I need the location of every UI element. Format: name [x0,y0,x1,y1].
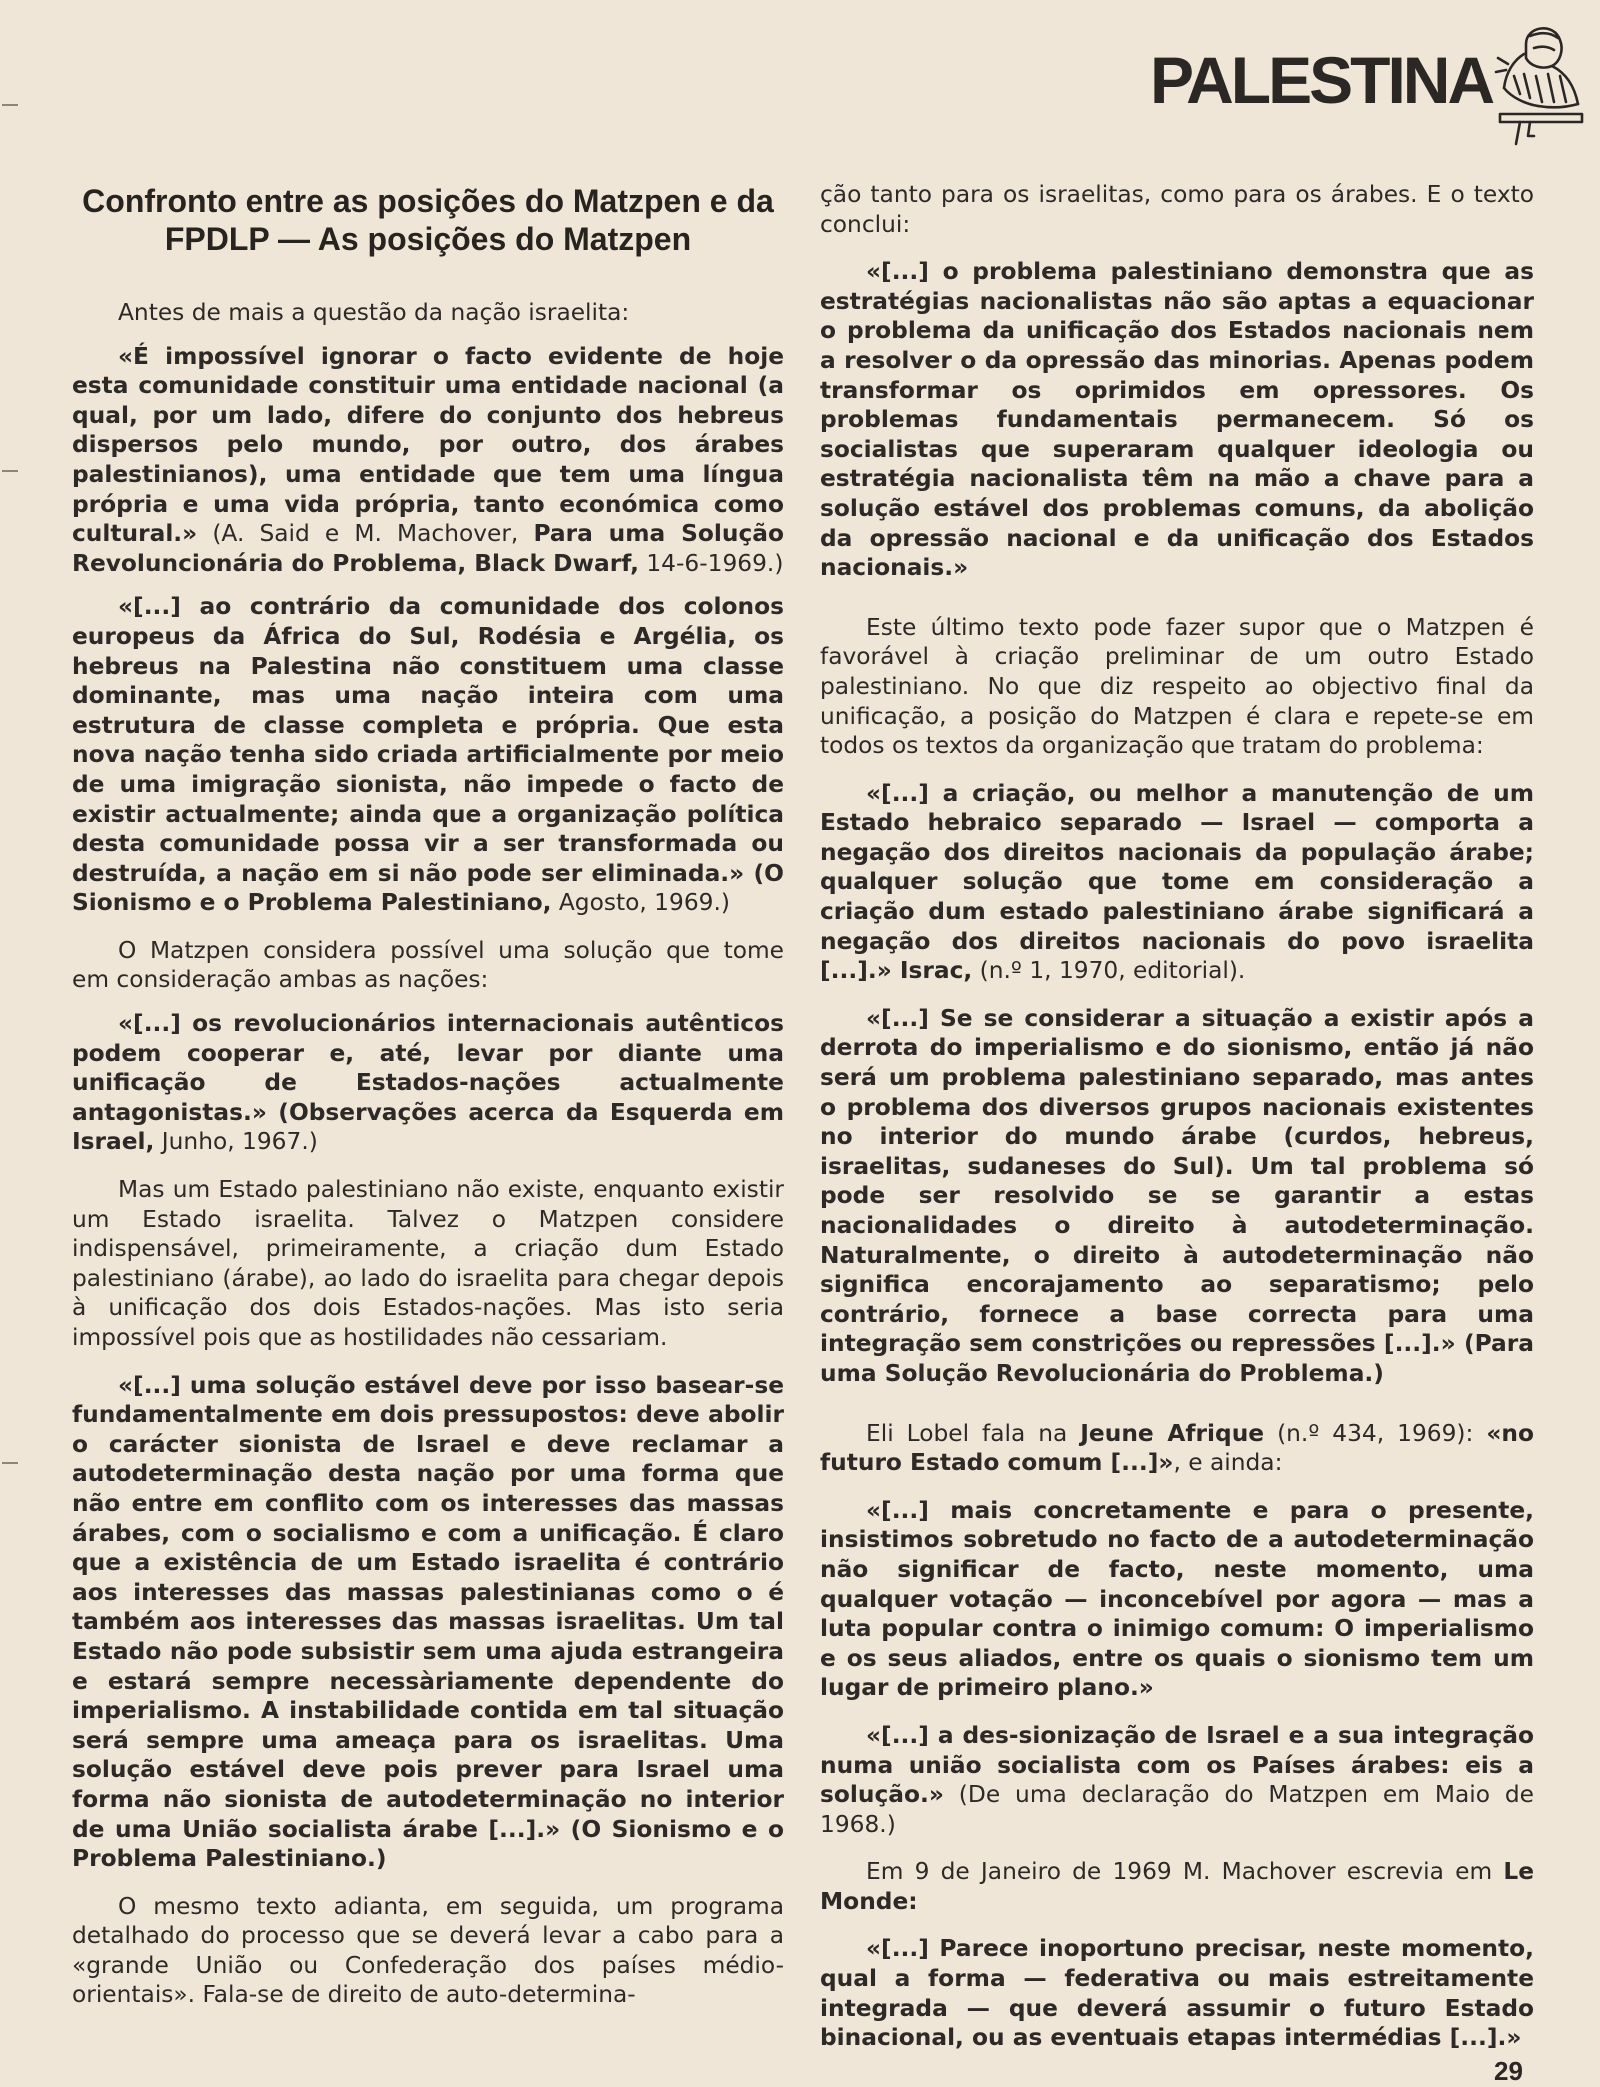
publication-name: Le Monde: [820,1858,1534,1915]
citation-title: (O Sionismo e o Problema Palestiniano.) [72,1815,784,1873]
citation: 14-6-1969.) [638,549,784,577]
paragraph [820,1419,1534,1478]
paragraph-text: Eli Lobel fala na [866,1419,1081,1447]
quote-text: «É impossível ignorar o facto evidente de hoje esta comunidade constituir uma entidade nacional (a qual, por um lado, difere do conjunto dos hebreus dispersos pelo mundo, por outro, dos árabes palestinianos), uma entidade que tem uma língua própria e uma vida própria, tanto económica como cultural.» [72,342,784,548]
inline-quote: «no futuro Estado comum [...]» [820,1419,1534,1477]
quote-paragraph [820,1721,1534,1839]
quote-paragraph [72,1009,784,1157]
citation-title: (Observações acerca da Esquerda em Israel, [72,1098,784,1156]
quote-paragraph [820,1004,1534,1389]
publication-name: Jeune Afrique [1080,1419,1265,1447]
left-column [72,182,784,2024]
quote-paragraph [820,257,1534,583]
citation: Agosto, 1969.) [551,889,730,917]
quote-text: «[...] a criação, ou melhor a manutenção de um Estado hebraico separado — Israel — comporta a negação dos direitos nacionais da população árabe; qualquer solução que tome em consideração a criação dum estado palestiniano árabe significará a negação dos direitos nacionais do povo israelita [...].» [820,779,1534,985]
paragraph: Antes de mais a questão da nação israelita: [118,299,630,326]
paragraph-text: Em 9 de Janeiro de 1969 M. Machover escrevia em [866,1858,1504,1886]
page-number: 29 [1494,2056,1523,2086]
citation: (n.º 1, 1970, editorial). [972,957,1246,985]
quote-text: «[...] os revolucionários internacionais autênticos podem cooperar e, até, levar por diante uma unificação de Estados-nações actualmente antagonistas.» [72,1010,784,1126]
paragraph: O Matzpen considera possível uma solução que tome em consideração ambas as nações: [72,936,784,994]
quote-text: «[...] Parece inoportuno precisar, neste momento, qual a forma — federativa ou mais estreitamente integrada — que deverá assumir o futuro Estado binacional, ou as eventuais etapas intermédias [...].» [820,1935,1534,2052]
quote-text: «[...] ao contrário da comunidade dos colonos europeus da África do Sul, Rodésia e Argélia, os hebreus na Palestina não constituem uma classe dominante, mas uma nação inteira com uma estrutura de classe completa e própria. Que esta nova nação tenha sido criada artificialmente por meio de uma imigração sionista, não impede o facto de existir actualmente; ainda que a organização política desta comunidade possa vir a ser transformada ou destruída, a nação em si não pode ser eliminada.» [72,593,784,887]
citation: Junho, 1967.) [154,1128,318,1156]
paragraph-text: , e ainda: [1173,1449,1283,1477]
margin-mark [2,104,18,106]
paragraph: Este último texto pode fazer supor que o Matzpen é favorável à criação preliminar de um outro Estado palestiniano. No que diz respeito ao objectivo final da unificação, a posição do Matzpen é clara e repete-se em todos os textos da organização que tratam do problema: [820,613,1534,760]
article-title: Confronto entre as posições do Matzpen e da FPDLP — As posições do Matzpen [82,183,774,257]
citation-title: (O Sionismo e o Problema Palestiniano, [72,859,784,917]
margin-mark [2,470,18,472]
margin-mark [2,1462,18,1464]
citation: (A. Said e M. Machover, [197,520,534,548]
paragraph-text: (n.º 434, 1969): [1264,1419,1487,1447]
quote-text: «[...] o problema palestiniano demonstra que as estratégias nacionalistas não são aptas a equacionar o problema da unificação dos Estados nacionais nem a resolver o da opressão das minorias. Apenas podem transformar os oprimidos em opressores. Os problemas fundamentais permanecem. Só os socialistas que superaram qualquer ideologia ou estratégia nacionalista têm na mão a chave para a solução estável dos problemas comuns, da abolição da opressão nacional e da unificação dos Estados nacionais.» [820,258,1534,582]
citation-title: Israc, [891,957,973,985]
quote-paragraph [820,1934,1534,2052]
paragraph: O mesmo texto adianta, em seguida, um programa detalhado do processo que se deverá levar a cabo para a «grande União ou Confederação dos países médio-orientais». Fala-se de direito de auto-determina- [72,1892,784,2009]
citation-title: (Para uma Solução Revolucionária do Problema.) [820,1330,1534,1387]
quote-text: «[...] Se se considerar a situação a existir após a derrota do imperialismo e do sionismo, então já não será um problema palestiniano separado, mas antes o problema dos diversos grupos nacionais existentes no interior do mundo árabe (curdos, hebreus, israelitas, sudaneses do Sul). Um tal problema só pode ser resolvido se se garantir a estas nacionalidades o direito à autodeterminação. Naturalmente, o direito à autodeterminação não significa encorajamento ao separatismo; pelo contrário, fornece a base correcta para uma integração sem constrições ou repressões [...].» [820,1004,1534,1358]
paragraph: Mas um Estado palestiniano não existe, enquanto existir um Estado israelita. Talvez o Matzpen considere indispensável, primeiramente, a criação dum Estado palestiniano (árabe), ao lado do israelita para chegar depois à unificação dos dois Estados-nações. Mas isto seria impossível pois que as hostilidades não cessariam. [72,1176,784,1351]
quote-paragraph [72,342,784,579]
citation-title: Para uma Solução Revoluncionária do Problema, Black Dwarf, [72,520,784,577]
quote-paragraph [820,779,1534,986]
section-title: PALESTINA [1150,43,1493,117]
armed-fighter-emblem-icon [1490,14,1590,154]
paragraph [820,1857,1534,1916]
quote-paragraph [72,1371,784,1874]
right-column [820,180,1534,2067]
quote-paragraph [820,1496,1534,1703]
quote-text: «[...] mais concretamente e para o presente, insistimos sobretudo no facto de a autodeterminação não significar de facto, neste momento, uma qualquer votação — inconcebível por agora — mas a luta popular contra o inimigo comum: O imperialismo e os seus aliados, entre os quais o sionismo tem um lugar de primeiro plano.» [820,1496,1534,1702]
citation: (De uma declaração do Matzpen em Maio de 1968.) [820,1781,1534,1838]
paragraph: ção tanto para os israelitas, como para os árabes. E o texto conclui: [820,181,1534,238]
quote-paragraph [72,592,784,918]
quote-text: «[...] a des-sionização de Israel e a sua integração numa união socialista com os Países árabes: eis a solução.» [820,1721,1534,1809]
quote-text: «[...] uma solução estável deve por isso basear-se fundamentalmente em dois pressupostos: deve abolir o carácter sionista de Israel e deve reclamar a autodeterminação desta nação por uma forma que não entre em conflito com os interesses das massas árabes, com o socialismo e com a unificação. É claro que a existência de um Estado israelita é contrário aos interesses das massas palestinianas como o é também aos interesses das massas israelitas. Um tal Estado não pode subsistir sem uma ajuda estrangeira e estará sempre necessàriamente dependente do imperialismo. A instabilidade contida em tal situação será sempre uma ameaça para os israelitas. Uma solução estável deve pois prever para Israel uma forma não sionista de autodeterminação no interior de uma União socialista árabe [...].» [72,1371,784,1843]
